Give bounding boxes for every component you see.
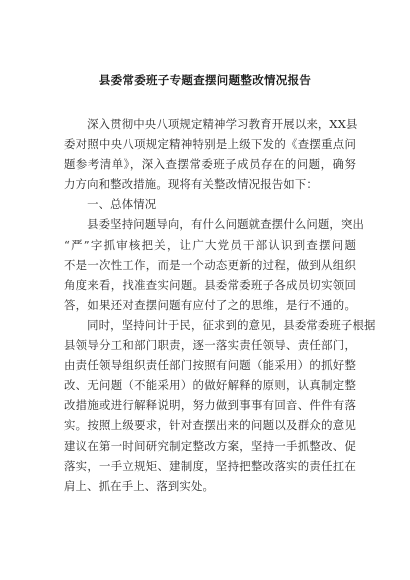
- section-heading: 一、总体情况: [64, 197, 157, 212]
- paragraph-line: 肩上、抓在手上、落到实处。: [64, 478, 215, 493]
- paragraph-line: 改、无问题（不能采用）的做好解释的原则，认真制定整: [64, 378, 356, 393]
- document-body: [64, 114, 376, 496]
- paragraph-line: 角度来看，找准查实问题。县委常委班子各成员切实领回: [64, 277, 356, 292]
- paragraph-line: “严”字抓审核把关，让广大党员干部认识到查摆问题: [64, 237, 356, 252]
- paragraph-line: 深入贯彻中央八项规定精神学习教育开展以来，XX县: [64, 117, 358, 131]
- paragraph-line: 由责任领导组织责任部门按照有问题（能采用）的抓好整: [64, 358, 356, 373]
- paragraph-line: 答，如果还对查摆问题有应付了之的思维，是行不通的。: [64, 297, 356, 312]
- paragraph-line: 县领导分工和部门职责，逐一落实责任领导、责任部门，: [64, 338, 356, 353]
- paragraph-line: 同时，坚持问计于民，征求到的意见，县委常委班子根据: [64, 317, 376, 332]
- paragraph-line: 力方向和整改措施。现将有关整改情况报告如下：: [64, 177, 318, 192]
- paragraph-line: 改措施或进行解释说明，努力做到事事有回音、件件有落: [64, 398, 356, 413]
- paragraph-line: 不是一次性工作，而是一个动态更新的过程，做到从组织: [64, 257, 356, 272]
- document-title: 县委常委班子专题查摆问题整改情况报告: [98, 73, 312, 87]
- paragraph-line: 委对照中央八项规定精神特别是上级下发的《查摆重点问: [64, 137, 356, 152]
- paragraph-line: 实。按照上级要求，针对查摆出来的问题以及群众的意见: [64, 418, 356, 433]
- paragraph-line: 县委坚持问题导向，有什么问题就查摆什么问题，突出: [64, 217, 365, 232]
- paragraph-line: 题参考清单》，深入查摆常委班子成员存在的问题，确努: [64, 157, 356, 172]
- paragraph-line: 落实，一手立规矩、建制度，坚持把整改落实的责任扛在: [64, 458, 356, 473]
- paragraph-line: 建议在第一时间研究制定整改方案，坚持一手抓整改、促: [64, 438, 356, 453]
